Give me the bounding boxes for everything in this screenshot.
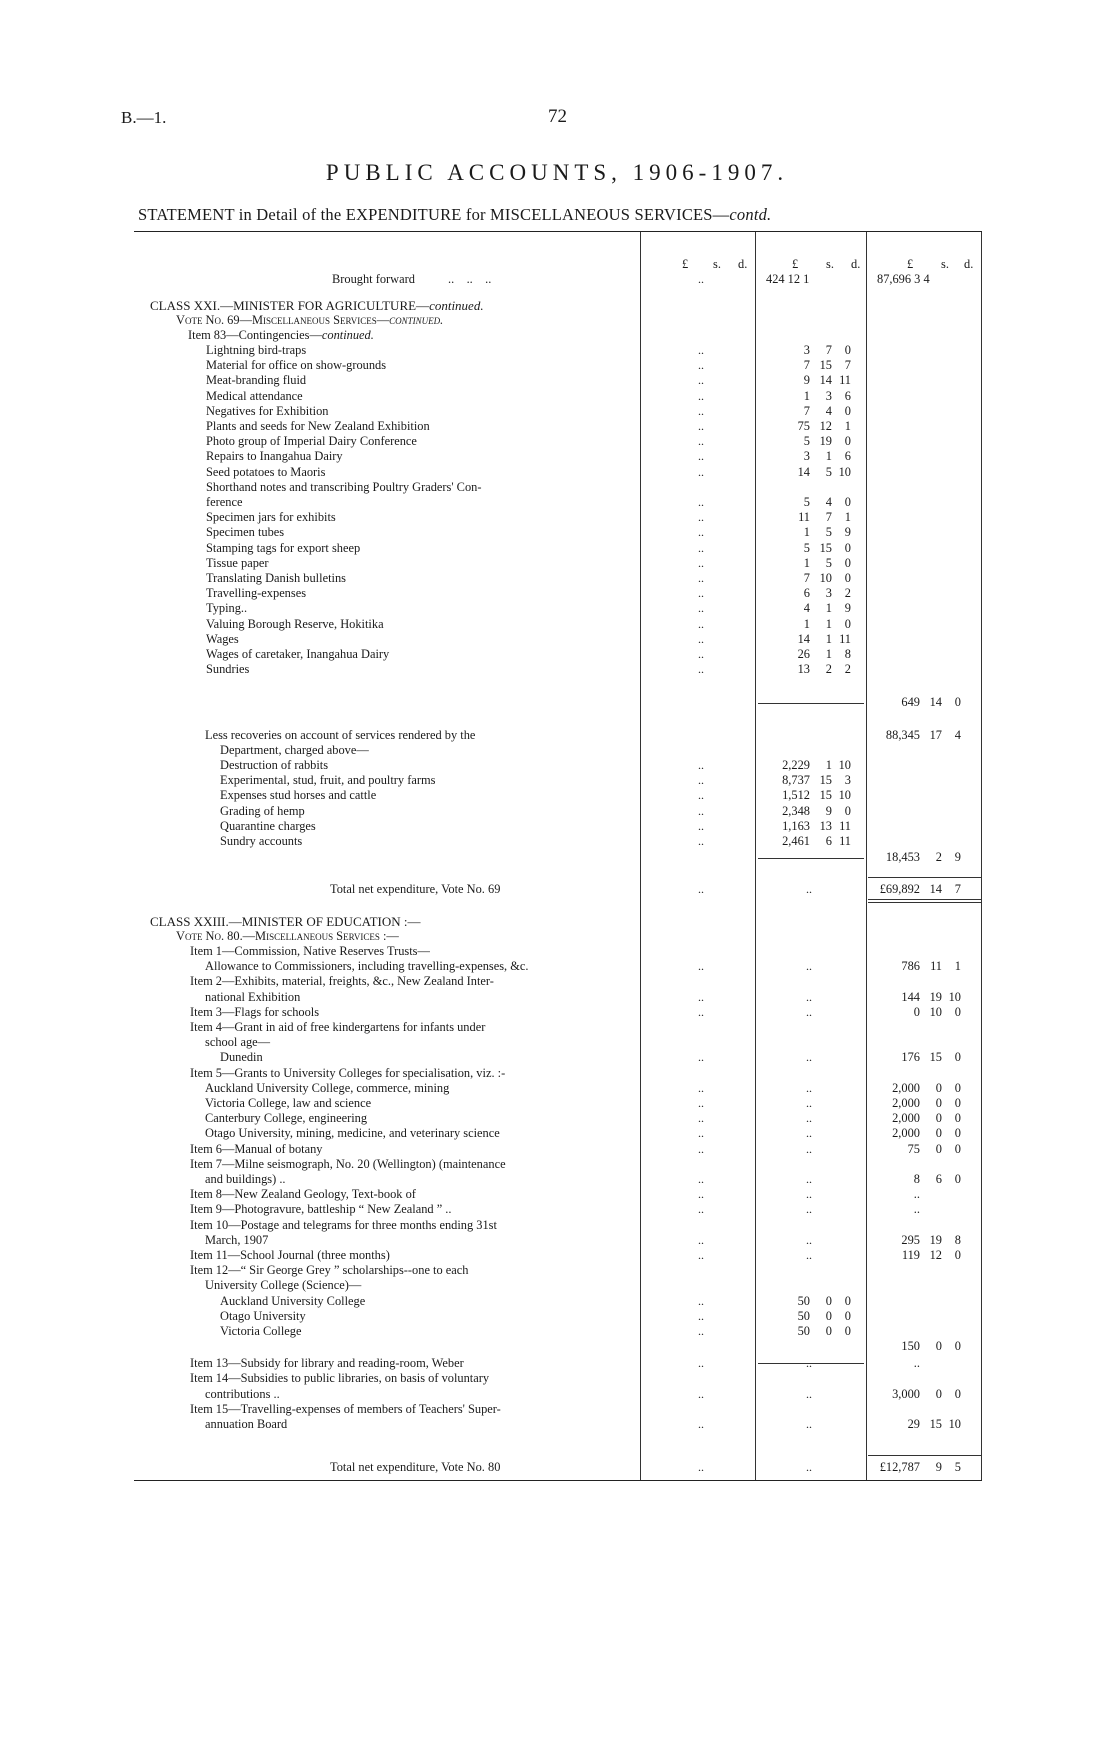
- contingency-label: Valuing Borough Reserve, Hokitika: [206, 616, 384, 631]
- recovery-label: Experimental, stud, fruit, and poultry farms: [220, 773, 436, 788]
- education-item-label: Item 3—Flags for schools: [190, 1004, 320, 1019]
- education-item-amount: 75 0 0: [907, 1141, 961, 1156]
- education-item-amount: ..: [913, 1356, 920, 1371]
- education-item-amount: 2,000 0 0: [892, 1111, 961, 1126]
- contingency-label: Shorthand notes and transcribing Poultry Graders' Con-: [206, 479, 482, 494]
- leader-dots: ..: [698, 631, 704, 646]
- education-item-label: Auckland University College: [220, 1293, 366, 1308]
- column-divider: [981, 232, 982, 1480]
- total-double-rule: [868, 899, 981, 900]
- contingency-amount: 7 4 0: [803, 403, 851, 418]
- leader-dots: ..: [698, 495, 704, 509]
- contingency-amount: 14 1 11: [797, 631, 851, 646]
- leader-dots: ..: [698, 388, 704, 403]
- leader-dots: ..: [698, 662, 704, 677]
- contingency-amount: 11 7 1: [798, 510, 851, 525]
- recovery-label: Quarantine charges: [220, 818, 316, 833]
- education-item-amount: 295 19 8: [901, 1232, 961, 1247]
- col-head-pound: £: [907, 257, 914, 271]
- education-item-amount: 3,000 0 0: [892, 1386, 961, 1401]
- education-item-label: Item 13—Subsidy for library and reading-room, Weber: [190, 1356, 464, 1371]
- leader-dots: ..: [698, 343, 704, 357]
- leader-dots: ..: [698, 403, 704, 418]
- report-reference: B.—1.: [121, 108, 167, 127]
- education-item-amount: ..: [913, 1187, 920, 1202]
- education-item-label: Item 7—Milne seismograph, No. 20 (Wellington) (maintenance: [190, 1156, 506, 1171]
- education-item-amount: 8 6 0: [913, 1172, 961, 1186]
- leader-dots: ..: [806, 1080, 812, 1095]
- leader-dots: ..: [698, 586, 704, 601]
- column-divider: [866, 232, 867, 1480]
- contingency-label: Photo group of Imperial Dairy Conference: [206, 434, 417, 449]
- leader-dots: ..: [698, 1141, 704, 1156]
- leader-dots: ..: [698, 419, 704, 433]
- contingency-amount: 3 7 0: [803, 343, 851, 357]
- recovery-amount: 1,163 13 11: [782, 818, 851, 833]
- total-double-rule: [868, 902, 981, 903]
- brought-forward-value: 424 12 1: [766, 272, 810, 286]
- contingency-amount: 9 14 11: [803, 373, 851, 388]
- education-item-amount: 786 11 1: [901, 959, 961, 974]
- col-head-shillings: s.: [941, 257, 949, 271]
- scholarship-amount: 50 0 0: [797, 1293, 851, 1308]
- recovery-label: Expenses stud horses and cattle: [220, 788, 377, 803]
- contingency-label: Typing..: [206, 601, 248, 616]
- leader-dots: ..: [698, 1324, 704, 1338]
- contingency-amount: 1 3 6: [803, 388, 851, 403]
- contingency-amount: 1 5 0: [803, 555, 851, 570]
- vote-heading: Vote No. 80.—Miscellaneous Services :—: [176, 929, 399, 943]
- total-rule: [868, 877, 981, 878]
- column-divider: [640, 232, 641, 1480]
- leader-dots: ..: [698, 616, 704, 631]
- subtotal-rule: [758, 703, 864, 704]
- education-item-label: Item 14—Subsidies to public libraries, on basis of voluntary: [190, 1371, 490, 1386]
- education-item-amount: 144 19 10: [901, 989, 961, 1004]
- scholarship-rule: [758, 1363, 864, 1364]
- recovery-amount: 2,348 9 0: [782, 803, 851, 818]
- leader-dots: ..: [698, 1232, 704, 1247]
- leader-dots: ..: [698, 647, 704, 661]
- contingency-label: Wages: [206, 631, 239, 646]
- leader-dots: ..: [698, 989, 704, 1004]
- education-item-label: Item 15—Travelling-expenses of members of Teachers' Super-: [190, 1401, 501, 1416]
- leader-dots: ..: [698, 510, 704, 525]
- col-head-pence: d.: [964, 257, 974, 271]
- column-divider: [755, 232, 756, 1480]
- contingency-label: Specimen tubes: [206, 525, 285, 540]
- leader-dots: ..: [698, 1187, 704, 1202]
- leader-dots: ..: [698, 1050, 704, 1065]
- col-head-shillings: s.: [826, 257, 834, 271]
- leader-dots: ..: [698, 834, 704, 848]
- leader-dots: ..: [698, 571, 704, 585]
- contingency-label: Tissue paper: [206, 555, 269, 570]
- leader-dots: ..: [698, 818, 704, 833]
- leader-dots: ..: [806, 989, 812, 1004]
- contingency-amount: 4 1 9: [803, 601, 851, 616]
- leader-dots: ..: [806, 1460, 812, 1474]
- education-item-label: Item 2—Exhibits, material, freights, &c., New Zealand Inter-: [190, 974, 494, 989]
- leader-dots: .. .. ..: [448, 272, 492, 286]
- contingency-amount: 26 1 8: [797, 647, 851, 661]
- contingency-label: Medical attendance: [206, 388, 303, 403]
- less-recoveries-label-cont: Department, charged above—: [220, 743, 369, 757]
- contingency-label: Plants and seeds for New Zealand Exhibition: [206, 419, 430, 433]
- leader-dots: ..: [698, 358, 704, 373]
- contingency-amount: 7 10 0: [803, 571, 851, 585]
- education-item-label: Otago University, mining, medicine, and veterinary science: [205, 1126, 500, 1141]
- contingency-label: Wages of caretaker, Inangahua Dairy: [206, 647, 390, 661]
- recovery-amount: 1,512 15 10: [782, 788, 851, 803]
- leader-dots: ..: [698, 1248, 704, 1262]
- scholarship-amount: 50 0 0: [797, 1324, 851, 1338]
- col-head-pence: d.: [738, 257, 748, 271]
- leader-dots: ..: [698, 1356, 704, 1371]
- education-item-label: University College (Science)—: [205, 1278, 362, 1293]
- contingency-amount: 14 5 10: [797, 464, 851, 479]
- education-item-label: Item 5—Grants to University Colleges for specialisation, viz. :-: [190, 1065, 506, 1080]
- contingency-label: Material for office on show-grounds: [206, 358, 387, 373]
- contingency-label: Meat-branding fluid: [206, 373, 307, 388]
- total-rule: [868, 1455, 981, 1456]
- page-title: PUBLIC ACCOUNTS, 1906-1907.: [325, 160, 789, 185]
- contingency-amount: 6 3 2: [803, 586, 851, 601]
- education-item-amount: 2,000 0 0: [892, 1126, 961, 1141]
- vote-69-total: £69,892 14 7: [879, 882, 961, 896]
- education-item-label: Item 6—Manual of botany: [190, 1141, 323, 1156]
- table-top-rule: [134, 231, 982, 232]
- contingency-amount: 5 19 0: [803, 434, 851, 449]
- education-item-label: Item 10—Postage and telegrams for three months ending 31st: [190, 1217, 497, 1232]
- leader-dots: ..: [698, 1080, 704, 1095]
- leader-dots: ..: [698, 525, 704, 540]
- contingency-label: Travelling-expenses: [206, 586, 307, 601]
- contingency-amount: 13 2 2: [797, 662, 851, 677]
- statement-subtitle: STATEMENT in Detail of the EXPENDITURE for MISCELLANEOUS SERVICES—contd.: [138, 205, 772, 224]
- education-item-label: school age—: [205, 1035, 271, 1050]
- education-item-label: Victoria College: [220, 1324, 302, 1338]
- leader-dots: ..: [806, 959, 812, 974]
- leader-dots: ..: [698, 1004, 704, 1019]
- education-item-amount: 119 12 0: [901, 1248, 961, 1262]
- contingency-label: Translating Danish bulletins: [206, 571, 346, 585]
- leader-dots: ..: [806, 1004, 812, 1019]
- recovery-label: Grading of hemp: [220, 803, 305, 818]
- leader-dots: ..: [806, 1232, 812, 1247]
- recovery-amount: 8,737 15 3: [782, 773, 851, 788]
- leader-dots: ..: [806, 1096, 812, 1110]
- scholarship-amount: 50 0 0: [797, 1308, 851, 1323]
- education-item-amount: 0 10 0: [913, 1004, 961, 1019]
- education-item-label: Item 9—Photogravure, battleship “ New Zealand ” ..: [190, 1202, 452, 1217]
- table-bottom-rule: [134, 1480, 982, 1481]
- leader-dots: ..: [806, 1202, 812, 1217]
- leader-dots: ..: [806, 1187, 812, 1202]
- leader-dots: ..: [698, 464, 704, 479]
- leader-dots: ..: [806, 1417, 812, 1431]
- leader-dots: ..: [698, 373, 704, 388]
- leader-dots: ..: [698, 449, 704, 464]
- contingencies-subtotal: 649 14 0: [901, 695, 961, 709]
- leader-dots: ..: [698, 540, 704, 555]
- education-item-label: Item 1—Commission, Native Reserves Trusts—: [190, 944, 430, 958]
- leader-dots: ..: [698, 1417, 704, 1431]
- less-recoveries-label: Less recoveries on account of services rendered by the: [205, 728, 476, 742]
- col-head-pence: d.: [851, 257, 861, 271]
- recoveries-total: 18,453 2 9: [885, 850, 961, 864]
- contingency-label: Negatives for Exhibition: [206, 403, 329, 418]
- leader-dots: ..: [698, 1308, 704, 1323]
- vote-69-total-label: Total net expenditure, Vote No. 69: [330, 882, 501, 896]
- leader-dots: ..: [698, 555, 704, 570]
- class-heading: CLASS XXIII.—MINISTER OF EDUCATION :—: [150, 914, 421, 929]
- leader-dots: ..: [698, 1096, 704, 1110]
- leader-dots: ..: [698, 758, 704, 772]
- contingency-label: Sundries: [206, 662, 250, 677]
- gross-expenditure: 88,345 17 4: [885, 728, 961, 742]
- education-item-amount: 2,000 0 0: [892, 1096, 961, 1110]
- vote-80-total: £12,787 9 5: [879, 1460, 961, 1474]
- education-item-label: Victoria College, law and science: [205, 1096, 372, 1110]
- vote-80-total-label: Total net expenditure, Vote No. 80: [330, 1460, 501, 1474]
- education-item-label: Item 4—Grant in aid of free kindergartens for infants under: [190, 1020, 486, 1034]
- education-item-label: Item 12—“ Sir George Grey ” scholarships--one to each: [190, 1263, 469, 1278]
- leader-dots: ..: [806, 1172, 812, 1186]
- leader-dots: ..: [698, 1126, 704, 1141]
- education-item-label: Auckland University College, commerce, mining: [205, 1080, 450, 1095]
- leader-dots: ..: [698, 1460, 704, 1474]
- recoveries-rule: [758, 858, 864, 859]
- leader-dots: ..: [806, 882, 812, 896]
- leader-dots: ..: [698, 272, 704, 286]
- contingency-label: Specimen jars for exhibits: [206, 510, 336, 525]
- education-item-label: Dunedin: [220, 1050, 263, 1065]
- education-item-label: and buildings) ..: [205, 1172, 286, 1186]
- leader-dots: ..: [698, 788, 704, 803]
- education-item-amount: 150 0 0: [901, 1339, 961, 1354]
- leader-dots: ..: [698, 1172, 704, 1186]
- leader-dots: ..: [806, 1141, 812, 1156]
- contingency-amount: 3 1 6: [803, 449, 851, 464]
- leader-dots: ..: [698, 601, 704, 616]
- contingency-amount: 5 4 0: [803, 495, 851, 509]
- education-item-label: contributions ..: [205, 1386, 280, 1401]
- education-item-label: Item 8—New Zealand Geology, Text-book of: [190, 1187, 416, 1202]
- education-item-label: annuation Board: [205, 1417, 288, 1431]
- education-item-amount: ..: [913, 1202, 920, 1217]
- leader-dots: ..: [698, 1111, 704, 1126]
- education-item-amount: 29 15 10: [907, 1417, 961, 1431]
- leader-dots: ..: [806, 1050, 812, 1065]
- contingency-amount: 5 15 0: [803, 540, 851, 555]
- education-item-label: Allowance to Commissioners, including travelling-expenses, &c.: [205, 959, 529, 974]
- leader-dots: ..: [698, 1202, 704, 1217]
- leader-dots: ..: [698, 803, 704, 818]
- education-item-amount: 176 15 0: [901, 1050, 961, 1065]
- col-head-shillings: s.: [713, 257, 721, 271]
- recovery-amount: 2,461 6 11: [782, 834, 851, 848]
- contingency-label: Lightning bird-traps: [206, 343, 307, 357]
- brought-forward-label: Brought forward: [332, 272, 415, 286]
- contingency-label: Repairs to Inangahua Dairy: [206, 449, 343, 464]
- education-item-label: March, 1907: [205, 1232, 269, 1247]
- leader-dots: ..: [806, 1248, 812, 1262]
- vote-heading: Vote No. 69—Miscellaneous Services—continued.: [176, 313, 444, 327]
- leader-dots: ..: [698, 434, 704, 449]
- leader-dots: ..: [698, 1386, 704, 1401]
- education-item-label: Canterbury College, engineering: [205, 1111, 368, 1126]
- contingency-label: Seed potatoes to Maoris: [206, 464, 326, 479]
- education-item-label: Item 11—School Journal (three months): [190, 1248, 390, 1262]
- leader-dots: ..: [698, 959, 704, 974]
- leader-dots: ..: [806, 1111, 812, 1126]
- contingency-label: Stamping tags for export sheep: [206, 540, 361, 555]
- contingency-amount: 75 12 1: [797, 419, 851, 433]
- contingency-label: ference: [206, 495, 243, 509]
- leader-dots: ..: [698, 1293, 704, 1308]
- contingency-amount: 1 1 0: [803, 616, 851, 631]
- leader-dots: ..: [806, 1386, 812, 1401]
- education-item-label: Otago University: [220, 1308, 306, 1323]
- brought-forward-total: 87,696 3 4: [877, 272, 930, 286]
- item-heading: Item 83—Contingencies—continued.: [188, 328, 374, 342]
- recovery-label: Destruction of rabbits: [220, 758, 329, 772]
- leader-dots: ..: [698, 773, 704, 788]
- leader-dots: ..: [698, 882, 704, 896]
- col-head-pound: £: [792, 257, 799, 271]
- col-head-pound: £: [682, 257, 689, 271]
- page-number: 72: [548, 106, 567, 127]
- education-item-amount: 2,000 0 0: [892, 1080, 961, 1095]
- class-heading: CLASS XXI.—MINISTER FOR AGRICULTURE—continued.: [150, 298, 484, 313]
- recovery-label: Sundry accounts: [220, 834, 303, 848]
- education-item-label: national Exhibition: [205, 989, 301, 1004]
- contingency-amount: 7 15 7: [803, 358, 851, 373]
- leader-dots: ..: [806, 1126, 812, 1141]
- recovery-amount: 2,229 1 10: [782, 758, 851, 772]
- contingency-amount: 1 5 9: [803, 525, 851, 540]
